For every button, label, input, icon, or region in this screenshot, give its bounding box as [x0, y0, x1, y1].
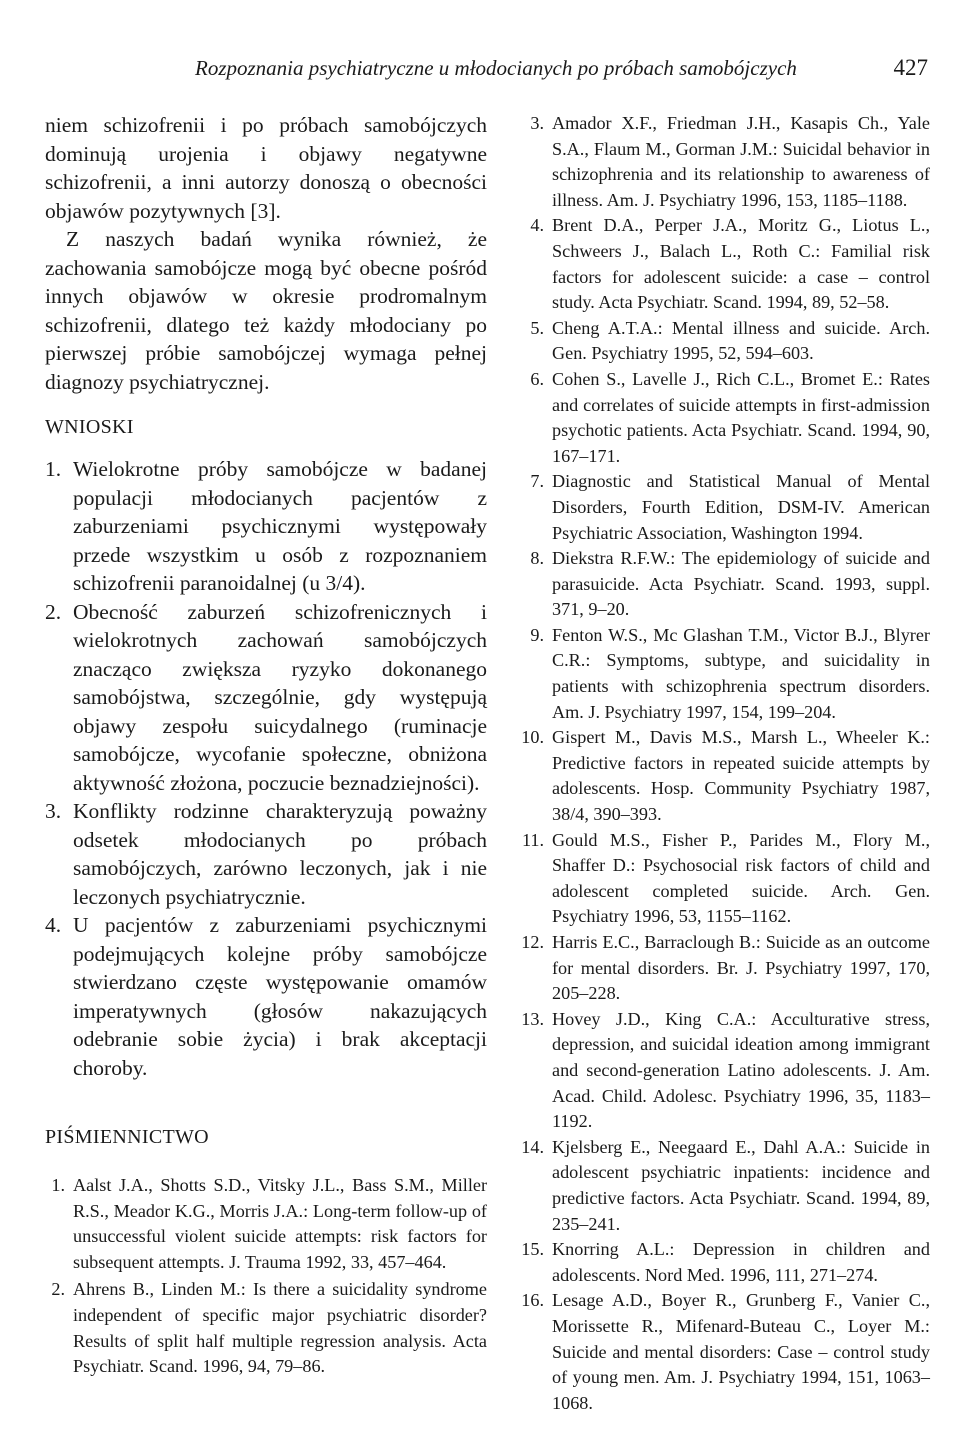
- reference-number: 7.: [530, 471, 544, 492]
- reference-item: [512, 1288, 930, 1416]
- reference-text: Gispert M., Davis M.S., Marsh L., Wheeler K.: Predictive factors in repeated suicide attempts by adolescents. Hosp. Community Psychiatry 1987, 38/4, 390–393.: [552, 727, 930, 825]
- reference-item: [45, 1277, 487, 1379]
- references-heading: PIŚMIENNICTWO: [45, 1126, 209, 1148]
- reference-item: [512, 1007, 930, 1135]
- conclusion-item: [45, 797, 487, 911]
- reference-number: 8.: [530, 548, 544, 569]
- reference-item: [45, 1173, 487, 1275]
- conclusion-text: Obecność zaburzeń schizofrenicznych i wielokrotnych zachowań samobójczych znacząco zwiększa ryzyko dokonanego samobójstwa, szczególnie, gdy występują objawy zespołu suicydalnego (ruminacje samobójcze, wycofanie społeczne, obniżona aktywność złożona, poczucie beznadziejności).: [73, 599, 487, 795]
- conclusion-number: 1.: [45, 457, 62, 481]
- conclusion-text: Wielokrotne próby samobójcze w badanej populacji młodocianych pacjentów z zaburzeniami psychicznymi występowały przede wszystkim u osób z rozpoznaniem schizofrenii paranoidalnej (u 3/4).: [73, 457, 487, 595]
- left-column: [45, 111, 487, 1382]
- reference-item: [512, 1237, 930, 1288]
- reference-item: [512, 367, 930, 469]
- reference-text: Cheng A.T.A.: Mental illness and suicide. Arch. Gen. Psychiatry 1995, 52, 594–603.: [552, 317, 930, 364]
- reference-number: 13.: [521, 1008, 544, 1029]
- reference-text: Kjelsberg E., Neegaard E., Dahl A.A.: Suicide in adolescent psychiatric inpatients: incidence and predictive factors. Acta Psychiatr. Scand. 1994, 89, 235–241.: [552, 1136, 930, 1234]
- reference-text: Diagnostic and Statistical Manual of Mental Disorders, Fourth Edition, DSM-IV. American Psychiatric Association, Washington 1994.: [552, 471, 930, 543]
- right-column: [512, 111, 930, 1416]
- reference-number: 3.: [530, 113, 544, 133]
- reference-number: 6.: [530, 368, 544, 389]
- reference-text: Lesage A.D., Boyer R., Grunberg F., Vanier C., Morissette R., Mifenard-Buteau C., Loyer M.: Suicide and mental disorders: Case – control study of young men. Am. J. Psychiatry 1994, 151, 1063–1068.: [552, 1290, 930, 1413]
- reference-item: [512, 930, 930, 1007]
- reference-text: Amador X.F., Friedman J.H., Kasapis Ch., Yale S.A., Flaum M., Gorman J.M.: Suicidal behavior in schizophrenia and its relationship to awareness of illness. Am. J. Psychiatry 1996, 153, 1185–1188.: [552, 113, 930, 210]
- reference-number: 1.: [51, 1175, 65, 1195]
- reference-text: Fenton W.S., Mc Glashan T.M., Victor B.J., Blyrer C.R.: Symptoms, subtype, and suicidality in patients with schizophrenia spectrum disorders. Am. J. Psychiatry 1997, 154, 199–204.: [552, 624, 930, 722]
- conclusions-heading: WNIOSKI: [45, 416, 134, 438]
- reference-number: 2.: [51, 1279, 65, 1300]
- conclusion-number: 4.: [45, 913, 62, 937]
- conclusion-text: Konflikty rodzinne charakteryzują poważny odsetek młodocianych po próbach samobójczych, zarówno leczonych, jak i nie leczonych psychiatrycznie.: [73, 799, 487, 909]
- reference-number: 9.: [530, 624, 544, 645]
- reference-item: [512, 546, 930, 623]
- reference-number: 5.: [530, 317, 544, 338]
- references-list-right: [512, 111, 930, 1416]
- body-text: [45, 111, 487, 396]
- page-number: 427: [893, 55, 928, 80]
- reference-text: Knorring A.L.: Depression in children and adolescents. Nord Med. 1996, 111, 271–274.: [552, 1239, 930, 1285]
- reference-number: 11.: [521, 829, 544, 850]
- conclusion-number: 3.: [45, 799, 62, 823]
- reference-text: Gould M.S., Fisher P., Parides M., Flory M., Shaffer D.: Psychosocial risk factors of child and adolescent completed suicide. Arch. Gen. Psychiatry 1996, 53, 1155–1162.: [552, 829, 930, 927]
- reference-text: Cohen S., Lavelle J., Rich C.L., Bromet E.: Rates and correlates of suicide attempts in first-admission psychotic patients. Acta Psychiatr. Scand. 1994, 90, 167–171.: [552, 368, 930, 466]
- conclusions-list: [45, 455, 487, 1082]
- reference-item: [512, 1135, 930, 1237]
- reference-number: 12.: [521, 932, 544, 952]
- reference-number: 16.: [521, 1290, 544, 1311]
- reference-item: [512, 111, 930, 213]
- reference-text: Harris E.C., Barraclough B.: Suicide as an outcome for mental disorders. Br. J. Psychiatry 1997, 170, 205–228.: [552, 932, 930, 1004]
- reference-number: 4.: [530, 215, 544, 236]
- conclusion-item: [45, 911, 487, 1082]
- reference-number: 14.: [521, 1136, 544, 1157]
- reference-text: Diekstra R.F.W.: The epidemiology of suicide and parasuicide. Acta Psychiatr. Scand. 1993, suppl. 371, 9–20.: [552, 548, 930, 620]
- reference-text: Brent D.A., Perper J.A., Moritz G., Liotus L., Schweers J., Balach L., Roth C.: Familial risk factors for adolescent suicide: a case – control study. Acta Psychiatr. Scand. 1994, 89, 52–58.: [552, 215, 930, 313]
- reference-text: Hovey J.D., King C.A.: Acculturative stress, depression, and suicidal ideation among immigrant and second-generation Latino adolescents. J. Am. Acad. Child. Adolesc. Psychiatry 1996, 35, 1183–1192.: [552, 1008, 930, 1132]
- conclusion-text: U pacjentów z zaburzeniami psychicznymi podejmujących kolejne próby samobójcze stwierdzano częste występowanie omamów imperatywnych (głosów nakazujących odebranie sobie życia) i brak akceptacji choroby.: [73, 913, 487, 1080]
- conclusion-number: 2.: [45, 599, 62, 624]
- reference-item: [512, 725, 930, 827]
- paragraph-continuation: niem schizofrenii i po próbach samobójczych dominują urojenia i objawy negatywne schizofrenii, a inni autorzy donoszą o obecności objawów pozytywnych [3].: [45, 113, 487, 223]
- reference-item: [512, 316, 930, 367]
- conclusion-item: [45, 455, 487, 598]
- conclusion-item: [45, 598, 487, 798]
- page-header: [195, 48, 928, 88]
- reference-number: 10.: [521, 727, 544, 748]
- reference-item: [512, 828, 930, 930]
- reference-item: [512, 213, 930, 315]
- reference-item: [512, 623, 930, 725]
- references-list-left: [45, 1173, 487, 1380]
- reference-number: 15.: [521, 1239, 544, 1260]
- reference-item: [512, 469, 930, 546]
- paragraph: Z naszych badań wynika również, że zachowania samobójcze mogą być obecne pośród innych objawów w okresie prodromalnym schizofrenii, dlatego też każdy młodociany po pierwszej próbie samobójczej wymaga pełnej diagnozy psychiatrycznej.: [45, 227, 487, 394]
- running-title: Rozpoznania psychiatryczne u młodocianych po próbach samobójczych: [195, 55, 797, 80]
- reference-text: Ahrens B., Linden M.: Is there a suicidality syndrome independent of specific major psychiatric disorder? Results of split half multiple regression analysis. Acta Psychiatr. Scand. 1996, 94, 79–86.: [73, 1279, 487, 1377]
- reference-text: Aalst J.A., Shotts S.D., Vitsky J.L., Bass S.M., Miller R.S., Meador K.G., Morris J.A.: Long-term follow-up of unsuccessful violent suicide attempts: risk factors for subsequent attempts. J. Trauma 1992, 33, 457–464.: [73, 1175, 487, 1272]
